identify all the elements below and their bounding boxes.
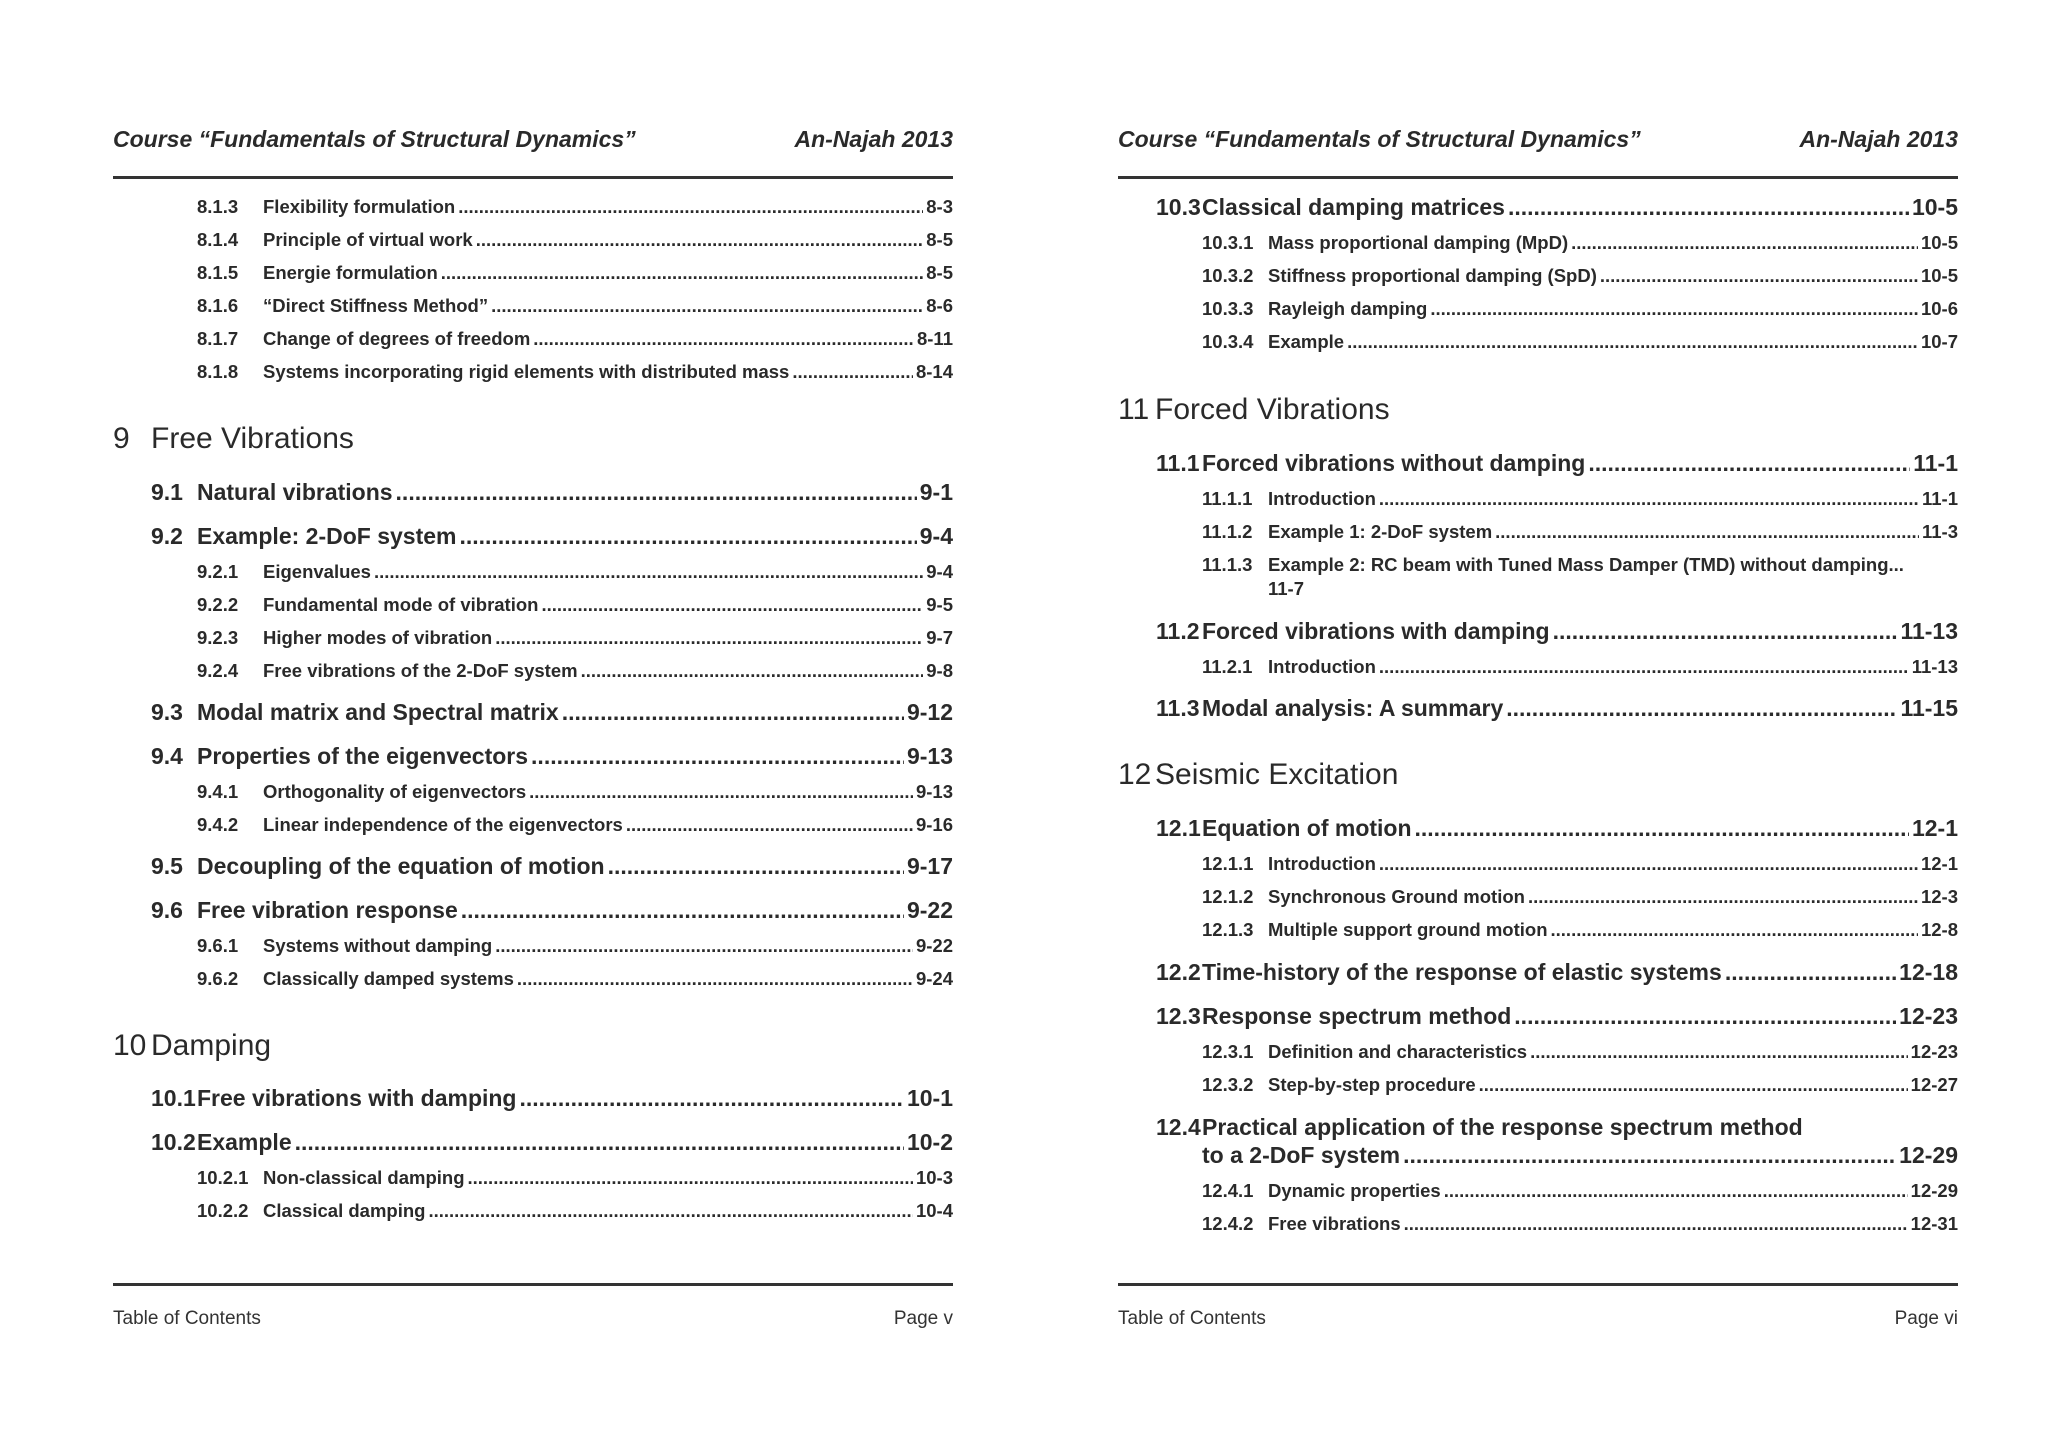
toc-section[interactable] bbox=[113, 523, 953, 550]
entry-page: 11-13 bbox=[1911, 656, 1958, 677]
entry-title: Free vibrations bbox=[1268, 1213, 1401, 1234]
entry-title: Stiffness proportional damping (SpD) bbox=[1268, 265, 1597, 286]
leader-dots bbox=[1404, 1213, 1908, 1235]
entry-page: 12-1 bbox=[1911, 815, 1958, 841]
chapter-number: 11 bbox=[1118, 393, 1150, 426]
entry-page: 12-18 bbox=[1899, 959, 1958, 985]
entry-number: 9.6 bbox=[151, 897, 183, 923]
leader-dots bbox=[608, 853, 904, 880]
entry-page: 12-3 bbox=[1920, 886, 1958, 907]
toc-entry[interactable] bbox=[113, 561, 953, 583]
toc-entry[interactable] bbox=[113, 968, 953, 990]
leader-dots bbox=[1444, 1180, 1908, 1202]
leader-dots bbox=[581, 660, 924, 682]
entry-title: Change of degrees of freedom bbox=[263, 328, 531, 349]
entry-page: 10-7 bbox=[1920, 331, 1958, 352]
entry-page: 10-1 bbox=[906, 1085, 953, 1111]
toc-chapter[interactable] bbox=[1118, 393, 1958, 427]
entry-page: 10-4 bbox=[915, 1200, 953, 1221]
entry-page: 9-1 bbox=[919, 479, 953, 505]
toc-entry[interactable] bbox=[113, 935, 953, 957]
entry-page: 10-2 bbox=[906, 1129, 953, 1155]
entry-page: 12-27 bbox=[1910, 1074, 1958, 1095]
toc-entry[interactable] bbox=[1118, 1180, 1958, 1202]
entry-title: Eigenvalues bbox=[263, 561, 371, 582]
entry-number: 9.6.1 bbox=[197, 935, 239, 956]
entry-number: 11.1 bbox=[1156, 450, 1200, 476]
leader-dots bbox=[1725, 959, 1896, 986]
leader-dots bbox=[1415, 815, 1909, 842]
entry-page: 10-6 bbox=[1920, 298, 1958, 319]
toc-entry[interactable] bbox=[113, 814, 953, 836]
left-page bbox=[113, 0, 953, 1448]
chapter-number: 10 bbox=[113, 1029, 147, 1062]
toc-entry[interactable] bbox=[113, 328, 953, 350]
leader-dots bbox=[495, 627, 923, 649]
leader-dots bbox=[374, 561, 923, 583]
entry-title: Forced vibrations with damping bbox=[1202, 618, 1550, 644]
entry-page: 12-1 bbox=[1920, 853, 1958, 874]
entry-page: 9-22 bbox=[915, 935, 953, 956]
entry-title: Decoupling of the equation of motion bbox=[197, 853, 605, 879]
leader-dots bbox=[476, 229, 924, 251]
toc-entry[interactable] bbox=[113, 627, 953, 649]
leader-dots bbox=[461, 897, 904, 924]
entry-number: 10.3.3 bbox=[1202, 298, 1254, 319]
toc-entry[interactable] bbox=[113, 361, 953, 383]
entry-title: Rayleigh damping bbox=[1268, 298, 1428, 319]
entry-page: 11-3 bbox=[1921, 521, 1958, 542]
entry-title: Dynamic properties bbox=[1268, 1180, 1441, 1201]
toc-entry[interactable] bbox=[1118, 488, 1958, 510]
toc-section[interactable] bbox=[113, 853, 953, 880]
entry-title-line2: to a 2-DoF system bbox=[1202, 1142, 1401, 1168]
entry-page: 10-5 bbox=[1920, 265, 1958, 286]
entry-title: Higher modes of vibration bbox=[263, 627, 493, 648]
toc-entry[interactable] bbox=[1118, 1074, 1958, 1096]
toc-entry[interactable] bbox=[113, 196, 953, 218]
entry-page: 9-24 bbox=[915, 968, 953, 989]
leader-dots bbox=[1403, 1142, 1896, 1169]
entry-page: 9-17 bbox=[906, 853, 953, 879]
toc-entry[interactable] bbox=[113, 781, 953, 803]
toc-section[interactable] bbox=[1118, 450, 1958, 477]
leader-dots bbox=[792, 361, 913, 383]
entry-title: Practical application of the response spectrum method bbox=[1202, 1114, 1803, 1140]
leader-dots bbox=[468, 1167, 913, 1189]
entry-title: Non-classical damping bbox=[263, 1167, 465, 1188]
entry-page: 9-13 bbox=[915, 781, 953, 802]
leader-dots bbox=[562, 699, 904, 726]
toc-entry[interactable] bbox=[1118, 521, 1958, 543]
entry-title: “Direct Stiffness Method” bbox=[263, 295, 489, 316]
footer-section: Table of Contents bbox=[113, 1308, 261, 1329]
entry-number: 10.3.1 bbox=[1202, 232, 1254, 253]
toc-entry[interactable] bbox=[1118, 886, 1958, 908]
entry-number: 8.1.8 bbox=[197, 361, 239, 382]
entry-number: 12.1.3 bbox=[1202, 919, 1254, 940]
toc-chapter[interactable] bbox=[113, 1029, 953, 1063]
entry-number: 12.4 bbox=[1156, 1114, 1201, 1140]
toc-entry[interactable] bbox=[113, 594, 953, 616]
leader-dots bbox=[1495, 521, 1919, 543]
entry-page: 8-5 bbox=[926, 229, 953, 250]
entry-page: 9-5 bbox=[926, 594, 953, 615]
entry-number: 9.4.2 bbox=[197, 814, 239, 835]
entry-title: Energie formulation bbox=[263, 262, 438, 283]
entry-number: 10.1 bbox=[151, 1085, 196, 1111]
leader-dots bbox=[1588, 450, 1910, 477]
entry-page: 10-5 bbox=[1920, 232, 1958, 253]
toc-section[interactable] bbox=[1118, 618, 1958, 645]
entry-title: Example 1: 2-DoF system bbox=[1268, 521, 1493, 542]
toc-entry[interactable] bbox=[1118, 853, 1958, 875]
toc-chapter[interactable] bbox=[113, 422, 953, 456]
entry-number: 12.3.1 bbox=[1202, 1041, 1254, 1062]
leader-dots bbox=[491, 295, 923, 317]
right-page bbox=[1118, 0, 1958, 1448]
toc-section-continuation[interactable] bbox=[1118, 1142, 1958, 1169]
page-label: Page bbox=[893, 1308, 939, 1329]
entry-number: 12.3.2 bbox=[1202, 1074, 1254, 1095]
toc-section[interactable] bbox=[1118, 959, 1958, 986]
entry-page: 9-4 bbox=[919, 523, 953, 549]
toc-section[interactable] bbox=[113, 743, 953, 770]
toc-entry[interactable] bbox=[1118, 1041, 1958, 1063]
entry-page: 10-3 bbox=[915, 1167, 953, 1188]
entry-page: 11-15 bbox=[1900, 695, 1958, 721]
page-header bbox=[1118, 124, 1958, 154]
leader-dots bbox=[1379, 488, 1919, 510]
entry-title: Modal matrix and Spectral matrix bbox=[197, 699, 559, 725]
entry-number: 8.1.5 bbox=[197, 262, 239, 283]
leader-dots bbox=[519, 1085, 903, 1112]
chapter-number: 12 bbox=[1118, 758, 1152, 791]
page-label: Page bbox=[1894, 1308, 1939, 1329]
entry-number: 8.1.4 bbox=[197, 229, 239, 250]
leader-dots bbox=[626, 814, 913, 836]
toc-section[interactable] bbox=[113, 897, 953, 924]
entry-title: Free vibration response bbox=[197, 897, 458, 923]
entry-number: 11.1.1 bbox=[1202, 488, 1253, 509]
entry-number: 11.3 bbox=[1156, 695, 1200, 721]
entry-title: Multiple support ground motion bbox=[1268, 919, 1548, 940]
entry-number: 9.2.1 bbox=[197, 561, 239, 582]
leader-dots bbox=[1506, 695, 1897, 722]
chapter-title: Free Vibrations bbox=[151, 422, 354, 455]
entry-page: 10-5 bbox=[1911, 194, 1958, 220]
entry-title: Mass proportional damping (MpD) bbox=[1268, 232, 1569, 253]
entry-number: 9.4.1 bbox=[197, 781, 239, 802]
leader-dots bbox=[1514, 1003, 1896, 1030]
entry-page: 12-29 bbox=[1899, 1142, 1958, 1168]
entry-title: Free vibrations of the 2-DoF system bbox=[263, 660, 578, 681]
entry-number: 12.2 bbox=[1156, 959, 1201, 985]
entry-number: 9.2 bbox=[151, 523, 183, 549]
leader-dots bbox=[517, 968, 913, 990]
toc-entry[interactable] bbox=[1118, 331, 1958, 353]
page-number-value: v bbox=[943, 1308, 953, 1329]
toc-section-wrapped[interactable] bbox=[1118, 1114, 1958, 1141]
leader-dots bbox=[459, 523, 916, 550]
entry-number: 11.1.2 bbox=[1202, 521, 1253, 542]
entry-number: 9.5 bbox=[151, 853, 183, 879]
header-rule bbox=[113, 176, 953, 179]
toc-section[interactable] bbox=[113, 699, 953, 726]
entry-page: 11-13 bbox=[1900, 618, 1958, 644]
leader-dots bbox=[1551, 919, 1918, 941]
leader-dots bbox=[1430, 298, 1918, 320]
entry-number: 8.1.6 bbox=[197, 295, 239, 316]
toc-entry[interactable] bbox=[113, 229, 953, 251]
entry-title: Classical damping bbox=[263, 1200, 426, 1221]
entry-title: Orthogonality of eigenvectors bbox=[263, 781, 527, 802]
entry-page: 9-16 bbox=[915, 814, 953, 835]
leader-dots bbox=[533, 328, 914, 350]
entry-page: 11-1 bbox=[1921, 488, 1958, 509]
toc-entry[interactable] bbox=[113, 262, 953, 284]
entry-title: Properties of the eigenvectors bbox=[197, 743, 529, 769]
page-footer bbox=[113, 1307, 953, 1331]
toc-section[interactable] bbox=[1118, 194, 1958, 221]
toc-section[interactable] bbox=[113, 1129, 953, 1156]
header-rule bbox=[1118, 176, 1958, 179]
toc-section[interactable] bbox=[1118, 695, 1958, 722]
toc-entry[interactable] bbox=[1118, 232, 1958, 254]
entry-page: 12-23 bbox=[1899, 1003, 1958, 1029]
entry-page: 9-22 bbox=[906, 897, 953, 923]
leader-dots bbox=[541, 594, 923, 616]
entry-number: 12.1 bbox=[1156, 815, 1201, 841]
entry-page: 12-8 bbox=[1920, 919, 1958, 940]
entry-title: Fundamental mode of vibration bbox=[263, 594, 539, 615]
entry-title: Classically damped systems bbox=[263, 968, 514, 989]
entry-title: Modal analysis: A summary bbox=[1202, 695, 1504, 721]
entry-page: 9-8 bbox=[926, 660, 953, 681]
entry-number: 12.4.1 bbox=[1202, 1180, 1254, 1201]
entry-number: 11.1.3 bbox=[1202, 554, 1253, 575]
entry-title: Time-history of the response of elastic systems bbox=[1202, 959, 1722, 985]
entry-number: 11.2.1 bbox=[1202, 656, 1253, 677]
leader-dots bbox=[396, 479, 917, 506]
entry-number: 12.1.1 bbox=[1202, 853, 1254, 874]
entry-page: 12-31 bbox=[1910, 1213, 1958, 1234]
entry-title: Flexibility formulation bbox=[263, 196, 456, 217]
entry-page: 8-5 bbox=[926, 262, 953, 283]
course-edition: An-Najah 2013 bbox=[1799, 125, 1958, 152]
footer-section: Table of Contents bbox=[1118, 1308, 1266, 1329]
footer-rule bbox=[1118, 1283, 1958, 1286]
chapter-number: 9 bbox=[113, 422, 130, 455]
entry-number: 10.2 bbox=[151, 1129, 196, 1155]
entry-title: Example 2: RC beam with Tuned Mass Damper (TMD) without damping... bbox=[1268, 554, 1904, 575]
leader-dots bbox=[1528, 886, 1918, 908]
entry-page: 12-23 bbox=[1910, 1041, 1958, 1062]
entry-page: 8-14 bbox=[915, 361, 953, 382]
toc-entry[interactable] bbox=[1118, 265, 1958, 287]
toc-entry-wrapped[interactable] bbox=[1118, 554, 1958, 576]
leader-dots bbox=[1379, 656, 1909, 678]
toc-entry[interactable] bbox=[1118, 298, 1958, 320]
footer-rule bbox=[113, 1283, 953, 1286]
leader-dots bbox=[1600, 265, 1918, 287]
leader-dots bbox=[495, 935, 913, 957]
entry-number: 8.1.7 bbox=[197, 328, 239, 349]
page-number bbox=[1895, 1308, 1958, 1330]
leader-dots bbox=[531, 743, 904, 770]
entry-number: 10.3.2 bbox=[1202, 265, 1254, 286]
chapter-title: Seismic Excitation bbox=[1155, 758, 1399, 791]
entry-number: 10.3.4 bbox=[1202, 331, 1254, 352]
leader-dots bbox=[458, 196, 923, 218]
entry-title: Example bbox=[197, 1129, 292, 1155]
course-edition: An-Najah 2013 bbox=[794, 125, 953, 152]
entry-title: Free vibrations with damping bbox=[197, 1085, 517, 1111]
entry-number: 8.1.3 bbox=[197, 196, 239, 217]
leader-dots bbox=[1379, 853, 1918, 875]
entry-title: Natural vibrations bbox=[197, 479, 393, 505]
course-title: Course “Fundamentals of Structural Dynamics” bbox=[1118, 125, 1641, 152]
entry-number: 12.3 bbox=[1156, 1003, 1201, 1029]
entry-page: 8-6 bbox=[926, 295, 953, 316]
entry-page: 12-29 bbox=[1910, 1180, 1958, 1201]
toc-section[interactable] bbox=[1118, 815, 1958, 842]
entry-title: Equation of motion bbox=[1202, 815, 1412, 841]
entry-title: Response spectrum method bbox=[1202, 1003, 1512, 1029]
toc-entry[interactable] bbox=[1118, 1213, 1958, 1235]
entry-title: Step-by-step procedure bbox=[1268, 1074, 1476, 1095]
entry-page: 11-1 bbox=[1913, 450, 1958, 476]
entry-title: Classical damping matrices bbox=[1202, 194, 1505, 220]
leader-dots bbox=[441, 262, 924, 284]
leader-dots bbox=[295, 1129, 904, 1156]
page-number-value: vi bbox=[1944, 1308, 1958, 1329]
leader-dots bbox=[1530, 1041, 1908, 1063]
toc-entry[interactable] bbox=[113, 1167, 953, 1189]
entry-page: 11-7 bbox=[1268, 578, 1305, 599]
toc-section[interactable] bbox=[113, 479, 953, 506]
entry-number: 12.1.2 bbox=[1202, 886, 1254, 907]
entry-page: 9-12 bbox=[906, 699, 953, 725]
entry-title: Example: 2-DoF system bbox=[197, 523, 457, 549]
page-footer bbox=[1118, 1307, 1958, 1331]
entry-title: Introduction bbox=[1268, 853, 1376, 874]
chapter-title: Damping bbox=[151, 1029, 272, 1062]
entry-title: Example bbox=[1268, 331, 1345, 352]
entry-title: Introduction bbox=[1268, 488, 1376, 509]
toc-entry[interactable] bbox=[113, 295, 953, 317]
toc-entry[interactable] bbox=[1118, 656, 1958, 678]
entry-page: 9-13 bbox=[906, 743, 953, 769]
entry-number: 9.2.2 bbox=[197, 594, 239, 615]
entry-number: 9.4 bbox=[151, 743, 183, 769]
entry-page: 8-3 bbox=[926, 196, 953, 217]
entry-title: Linear independence of the eigenvectors bbox=[263, 814, 623, 835]
entry-title: Introduction bbox=[1268, 656, 1376, 677]
entry-number: 10.2.1 bbox=[197, 1167, 249, 1188]
entry-number: 9.2.3 bbox=[197, 627, 239, 648]
page-number bbox=[894, 1308, 953, 1330]
page-header bbox=[113, 124, 953, 154]
entry-title: Systems incorporating rigid elements with distributed mass bbox=[263, 361, 790, 382]
leader-dots bbox=[1479, 1074, 1908, 1096]
toc-section[interactable] bbox=[1118, 1003, 1958, 1030]
course-title: Course “Fundamentals of Structural Dynamics” bbox=[113, 125, 636, 152]
entry-number: 12.4.2 bbox=[1202, 1213, 1254, 1234]
entry-title: Synchronous Ground motion bbox=[1268, 886, 1525, 907]
entry-number: 10.2.2 bbox=[197, 1200, 249, 1221]
entry-page: 9-4 bbox=[926, 561, 953, 582]
entry-number: 11.2 bbox=[1156, 618, 1200, 644]
entry-number: 9.3 bbox=[151, 699, 183, 725]
toc-entry[interactable] bbox=[113, 660, 953, 682]
entry-number: 10.3 bbox=[1156, 194, 1201, 220]
entry-page: 9-7 bbox=[926, 627, 953, 648]
chapter-title: Forced Vibrations bbox=[1155, 393, 1390, 426]
entry-title: Definition and characteristics bbox=[1268, 1041, 1528, 1062]
toc-entry[interactable] bbox=[1118, 919, 1958, 941]
entry-title: Forced vibrations without damping bbox=[1202, 450, 1586, 476]
entry-title: Principle of virtual work bbox=[263, 229, 473, 250]
entry-number: 9.6.2 bbox=[197, 968, 239, 989]
entry-number: 9.1 bbox=[151, 479, 183, 505]
entry-number: 9.2.4 bbox=[197, 660, 239, 681]
entry-page: 8-11 bbox=[916, 328, 953, 349]
entry-title: Systems without damping bbox=[263, 935, 493, 956]
leader-dots bbox=[1553, 618, 1898, 645]
leader-dots bbox=[529, 781, 913, 803]
leader-dots bbox=[1508, 194, 1909, 221]
leader-dots bbox=[1347, 331, 1918, 353]
toc-entry[interactable] bbox=[113, 1200, 953, 1222]
leader-dots bbox=[428, 1200, 913, 1222]
leader-dots bbox=[1571, 232, 1918, 254]
toc-section[interactable] bbox=[113, 1085, 953, 1112]
toc-chapter[interactable] bbox=[1118, 758, 1958, 792]
